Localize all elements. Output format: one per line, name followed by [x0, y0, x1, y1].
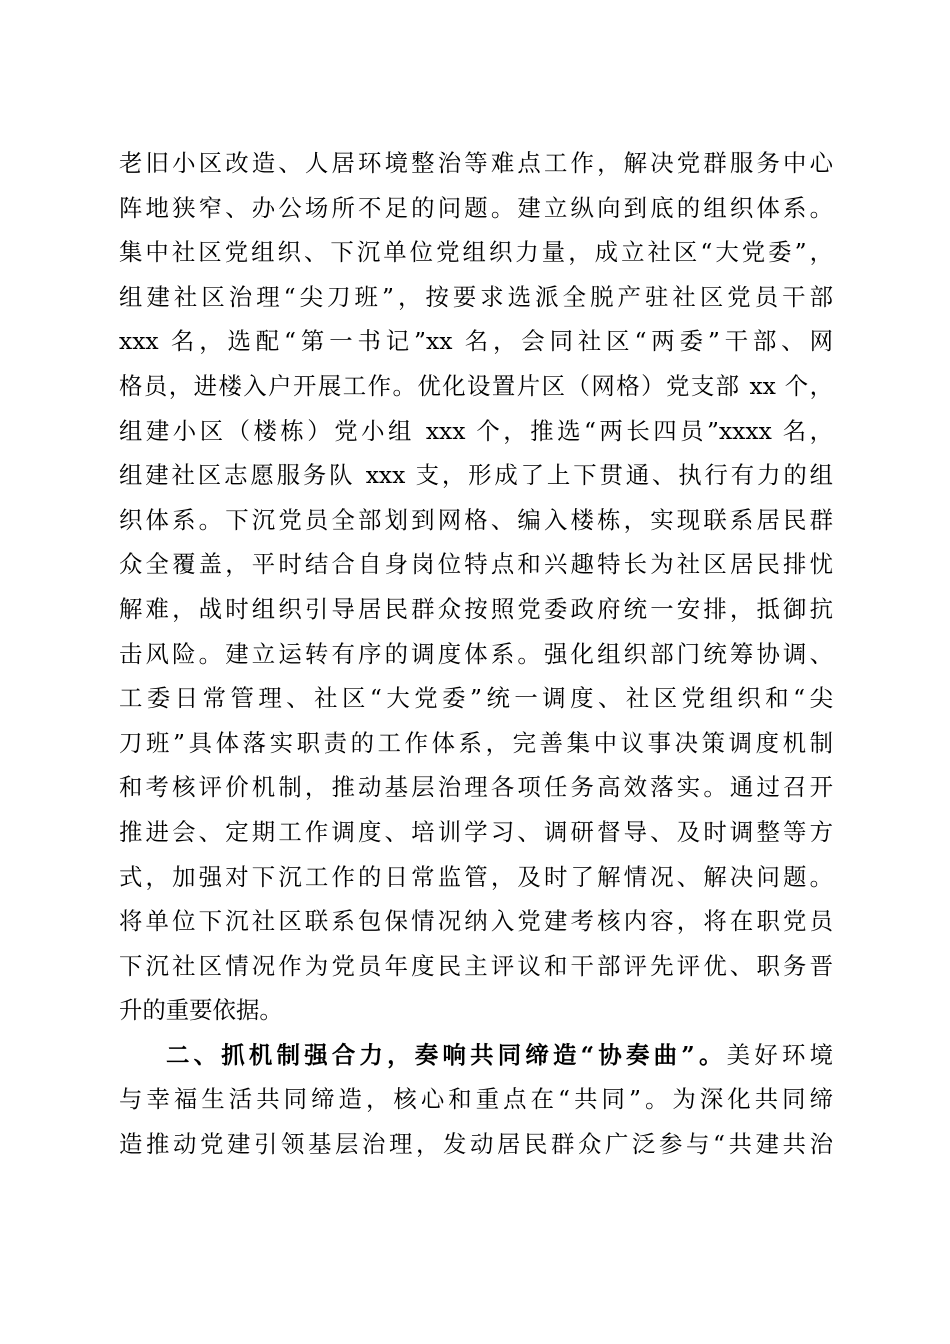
text-line: 阵地狭窄、办公场所不足的问题。建立纵向到底的组织体系。 [119, 193, 833, 222]
text-line: 和考核评价机制，推动基层治理各项任务高效落实。通过召开 [119, 773, 833, 802]
text-line: 升的重要依据。 [119, 996, 283, 1025]
text-line: 解难，战时组织引导居民群众按照党委政府统一安排，抵御抗 [119, 594, 833, 623]
text-line: 众全覆盖，平时结合自身岗位特点和兴趣特长为社区居民排忧 [119, 550, 833, 579]
text-line: 推进会、定期工作调度、培训学习、调研督导、及时调整等方 [119, 817, 833, 846]
text-line: 集中社区党组织、下沉单位党组织力量，成立社区“大党委”， [119, 238, 833, 267]
text-line: 织体系。下沉党员全部划到网格、编入楼栋，实现联系居民群 [119, 505, 833, 534]
body-text [119, 141, 833, 1167]
text-line: 组建小区（楼栋）党小组 xxx 个，推选“两长四员”xxxx 名， [119, 416, 833, 445]
text-line: 击风险。建立运转有序的调度体系。强化组织部门统筹协调、 [119, 639, 833, 668]
text-line: xxx 名，选配“第一书记”xx 名，会同社区“两委”干部、网 [119, 327, 833, 356]
text-line: 与幸福生活共同缔造，核心和重点在“共同”。为深化共同缔 [119, 1085, 833, 1114]
text-line: 老旧小区改造、人居环境整治等难点工作，解决党群服务中心 [119, 149, 833, 177]
text-line: 造推动党建引领基层治理，发动居民群众广泛参与“共建共治 [119, 1130, 833, 1159]
text-line: 工委日常管理、社区“大党委”统一调度、社区党组织和“尖 [119, 684, 833, 713]
text-line: 刀班”具体落实职责的工作体系，完善集中议事决策调度机制 [119, 728, 833, 757]
text-line: 组建社区治理“尖刀班”，按要求选派全脱产驻社区党员干部 [119, 282, 833, 311]
text-line: 下沉社区情况作为党员年度民主评议和干部评先评优、职务晋 [119, 951, 833, 980]
section-heading: 二、抓机制强合力，奏响共同缔造“协奏曲”。 [166, 1040, 727, 1069]
text-line: 式，加强对下沉工作的日常监管，及时了解情况、解决问题。 [119, 862, 833, 891]
section-heading-line [119, 1033, 833, 1078]
text-line: 格员，进楼入户开展工作。优化设置片区（网格）党支部 xx 个， [119, 371, 833, 400]
text-line: 组建社区志愿服务队 xxx 支，形成了上下贯通、执行有力的组 [119, 461, 833, 490]
text-line: 将单位下沉社区联系包保情况纳入党建考核内容，将在职党员 [119, 907, 833, 936]
section-heading-rest: 美好环境 [726, 1040, 833, 1069]
